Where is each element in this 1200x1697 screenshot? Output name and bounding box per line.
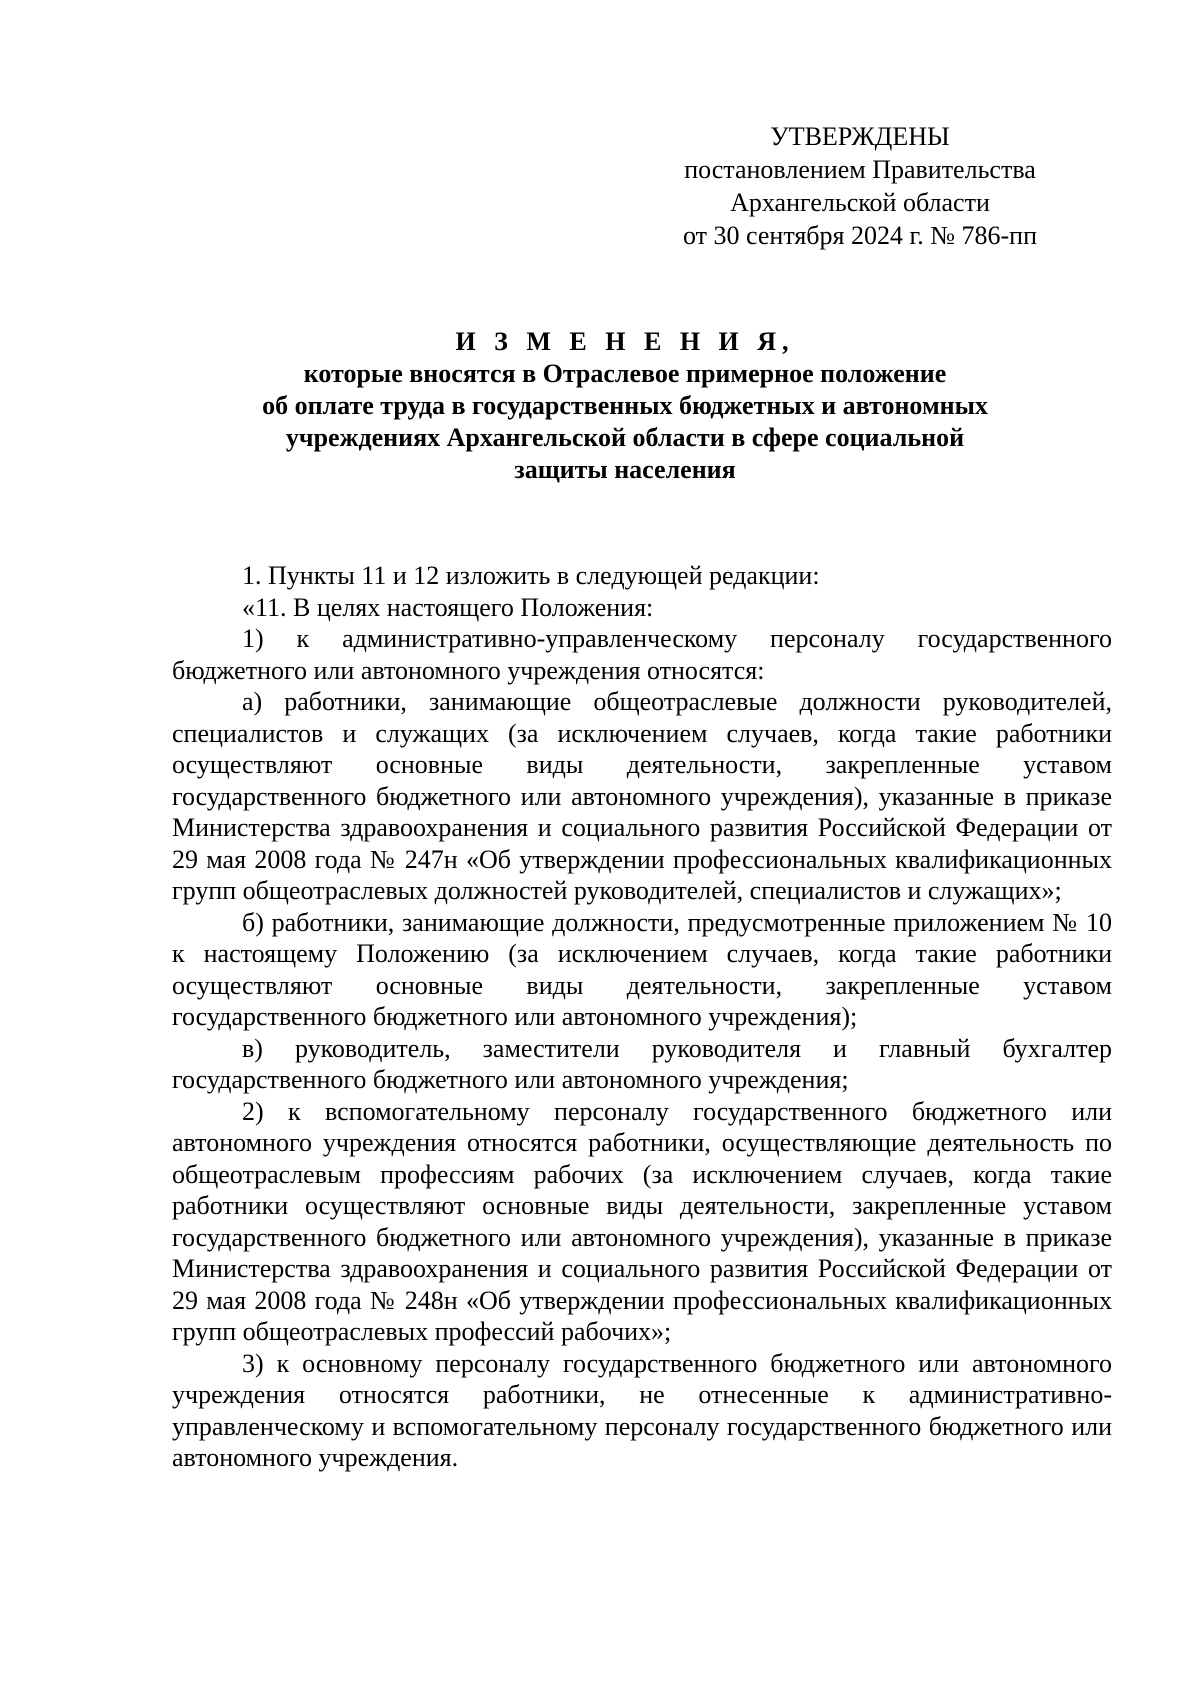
approval-line: постановлением Правительства: [684, 155, 1036, 184]
paragraph: б) работники, занимающие должности, предусмотренные приложением № 10 к настоящему Положению (за исключением случаев, когда такие работники осуществляют основные виды деятельности, закрепленные уставом государственного бюджетного или автономного учреждения);: [172, 907, 1112, 1031]
approval-stamp: [660, 120, 1060, 252]
paragraph: 1. Пункты 11 и 12 изложить в следующей редакции:: [242, 561, 820, 590]
paragraph: 3) к основному персоналу государственного бюджетного или автономного учреждения относятся работники, не отнесенные к административно-управленческому и вспомогательному персоналу государственного бюджетного или автономного учреждения.: [172, 1348, 1112, 1472]
title-line: учреждениях Архангельской области в сфере социальной: [285, 423, 965, 452]
title-heading: И З М Е Н Е Н И Я,: [455, 327, 795, 356]
paragraph: «11. В целях настоящего Положения:: [242, 592, 654, 622]
approval-title: УТВЕРЖДЕНЫ: [770, 122, 950, 151]
title-line: которые вносятся в Отраслевое примерное положение: [303, 359, 947, 388]
title-line: об оплате труда в государственных бюджетных и автономных: [262, 391, 988, 420]
paragraph: 2) к вспомогательному персоналу государственного бюджетного или автономного учреждения относятся работники, осуществляющие деятельность по общеотраслевым профессиям рабочих (за исключением случаев, когда такие работники осуществляют основные виды деятельности, закрепленные уставом государственного бюджетного или автономного учреждения), указанные в приказе Министерства здравоохранения и социального развития Российской Федерации от 29 мая 2008 года № 248н «Об утверждении профессиональных квалификационных групп общеотраслевых профессий рабочих»;: [172, 1096, 1112, 1346]
paragraph: 1) к административно-управленческому персоналу государственного бюджетного или автономного учреждения относятся:: [172, 624, 1112, 685]
paragraph: а) работники, занимающие общеотраслевые должности руководителей, специалистов и служащих (за исключением случаев, когда такие работники осуществляют основные виды деятельности, закрепленные уставом государственного бюджетного или автономного учреждения), указанные в приказе Министерства здравоохранения и социального развития Российской Федерации от 29 мая 2008 года № 247н «Об утверждении профессиональных квалификационных групп общеотраслевых должностей руководителей, специалистов и служащих»;: [172, 687, 1112, 905]
approval-date-number: от 30 сентября 2024 г. № 786-пп: [682, 221, 1038, 250]
document-body: [172, 560, 1112, 1474]
approval-line: Архангельской области: [730, 188, 990, 217]
paragraph: в) руководитель, заместители руководителя и главный бухгалтер государственного бюджетного или автономного учреждения;: [172, 1033, 1112, 1094]
title-line: защиты населения: [514, 455, 736, 484]
document-title: [180, 326, 1070, 486]
